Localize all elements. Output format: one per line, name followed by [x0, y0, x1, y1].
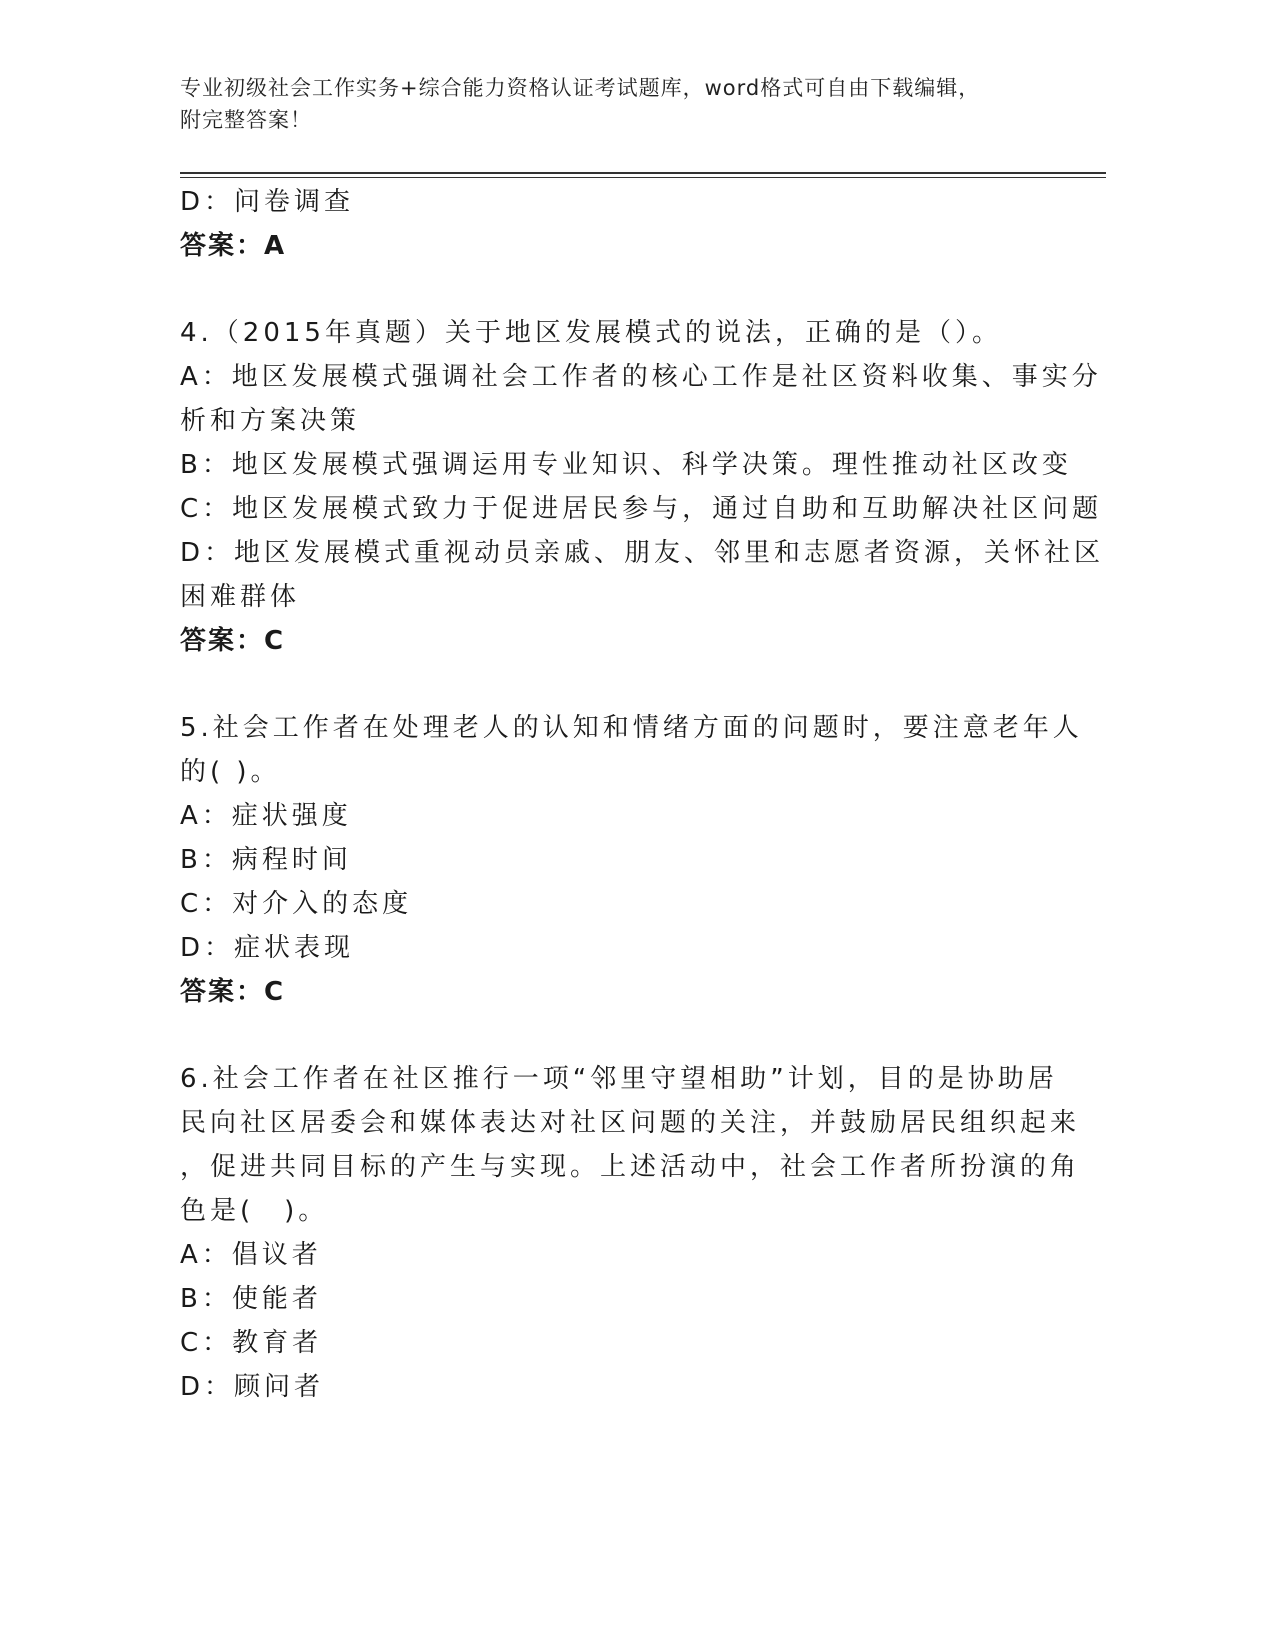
header-line-2: 附完整答案！ [180, 108, 312, 132]
q6-option-a: A：倡议者 [180, 1240, 322, 1270]
q5-option-d: D：症状表现 [180, 933, 355, 963]
q6-stem-cont-2: ，促进共同目标的产生与实现。上述活动中，社会工作者所扮演的角 [180, 1152, 1081, 1182]
page-header [180, 72, 1060, 136]
q4-option-d: D：地区发展模式重视动员亲戚、朋友、邻里和志愿者资源，关怀社区 [180, 538, 1105, 568]
q6-stem-cont-3: 色是( )。 [180, 1196, 329, 1226]
q3-answer: 答案：A [180, 231, 287, 261]
q4-stem: 4.（2015年真题）关于地区发展模式的说法，正确的是（）。 [180, 318, 1002, 348]
spacer [180, 268, 1040, 311]
header-divider-thin [180, 177, 1106, 178]
q5-stem-cont: 的( )。 [180, 757, 281, 787]
spacer [180, 1014, 1040, 1057]
q4-option-d-cont: 困难群体 [180, 582, 301, 612]
q6-option-c: C：教育者 [180, 1328, 323, 1358]
q5-answer: 答案：C [180, 977, 286, 1007]
q6-option-d: D：顾问者 [180, 1372, 325, 1402]
q6-option-b: B：使能者 [180, 1284, 322, 1314]
q5-option-a: A：症状强度 [180, 801, 352, 831]
q4-option-a-cont: 析和方案决策 [180, 406, 361, 436]
q6-stem: 6.社会工作者在社区推行一项“邻里守望相助”计划，目的是协助居 [180, 1064, 1058, 1094]
q5-stem: 5.社会工作者在处理老人的认知和情绪方面的问题时，要注意老年人 [180, 713, 1083, 743]
q4-option-a: A：地区发展模式强调社会工作者的核心工作是社区资料收集、事实分 [180, 362, 1102, 392]
q3-option-d: D：问卷调查 [180, 187, 355, 217]
q4-option-b: B：地区发展模式强调运用专业知识、科学决策。理性推动社区改变 [180, 450, 1072, 480]
q5-option-b: B：病程时间 [180, 845, 352, 875]
q6-stem-cont-1: 民向社区居委会和媒体表达对社区问题的关注，并鼓励居民组织起来 [180, 1108, 1081, 1138]
question-content [180, 180, 1105, 1409]
q5-option-c: C：对介入的态度 [180, 889, 413, 919]
spacer [180, 663, 1040, 706]
header-divider-thick [180, 172, 1106, 174]
header-line-1: 专业初级社会工作实务+综合能力资格认证考试题库，word格式可自由下载编辑， [180, 76, 981, 100]
q4-answer: 答案：C [180, 626, 286, 656]
q4-option-c: C：地区发展模式致力于促进居民参与，通过自助和互助解决社区问题 [180, 494, 1103, 524]
